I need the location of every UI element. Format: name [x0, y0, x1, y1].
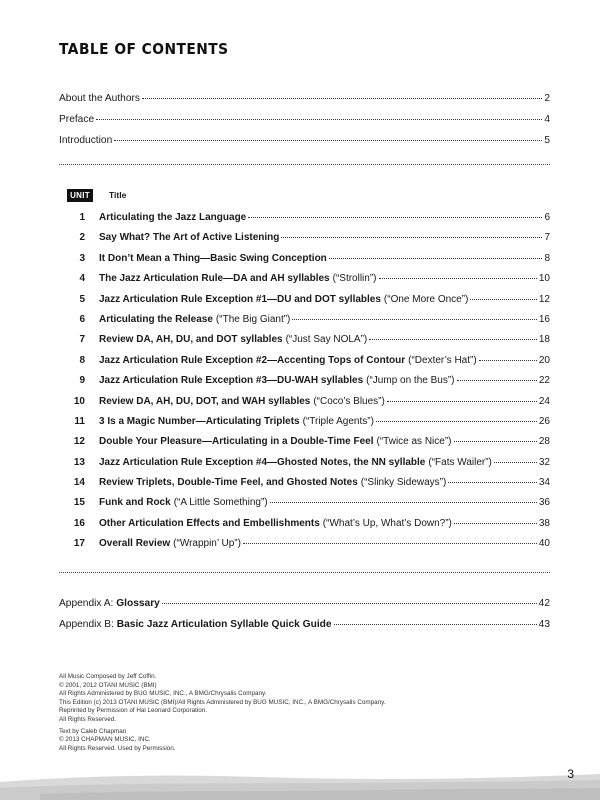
brush-stroke-decoration — [0, 768, 600, 800]
dot-leader — [454, 441, 537, 442]
text-credits — [59, 728, 479, 754]
unit-entry[interactable] — [59, 310, 550, 330]
front-matter-entry[interactable] — [59, 109, 550, 130]
appendix-prefix: Appendix B: — [59, 619, 117, 630]
entry-label: About the Authors — [59, 93, 140, 104]
unit-title: The Jazz Articulation Rule—DA and AH syllables — [99, 273, 330, 285]
unit-number: 7 — [79, 334, 85, 346]
appendix-title: Glossary — [116, 598, 160, 609]
unit-number: 17 — [73, 538, 85, 550]
section-divider — [59, 572, 550, 573]
dot-leader — [281, 237, 542, 238]
credit-line: © 2001, 2012 OTANI MUSIC (BMI) — [59, 681, 157, 689]
dot-leader — [479, 360, 537, 361]
unit-page: 38 — [538, 517, 550, 529]
unit-title: Jazz Articulation Rule Exception #1—DU and DOT syllables — [99, 293, 381, 305]
unit-number: 14 — [73, 477, 85, 489]
unit-entry[interactable] — [59, 432, 550, 452]
front-matter-list — [59, 88, 550, 151]
unit-title: Double Your Pleasure—Articulating in a Double-Time Feel — [99, 436, 374, 448]
dot-leader — [96, 119, 542, 120]
dot-leader — [454, 523, 537, 524]
dot-leader — [142, 98, 542, 99]
appendix-prefix: Appendix A: — [59, 598, 117, 609]
unit-number: 6 — [79, 313, 85, 325]
credit-line: All Rights Administered by BUG MUSIC, INC., A BMG/Chrysalis Company. — [59, 690, 267, 698]
unit-page: 28 — [538, 436, 550, 448]
unit-entry[interactable] — [59, 371, 550, 391]
unit-page: 10 — [538, 273, 550, 285]
dot-leader — [162, 603, 537, 604]
unit-number: 15 — [73, 497, 85, 509]
appendix-entry[interactable] — [59, 593, 550, 614]
unit-number: 1 — [79, 212, 85, 223]
unit-song: (“Fats Wailer”) — [428, 456, 492, 468]
entry-page: 2 — [544, 93, 550, 104]
entry-label: Introduction — [59, 135, 113, 146]
unit-title: Review DA, AH, DU, DOT, and WAH syllables — [99, 395, 311, 407]
unit-title: Review Triplets, Double-Time Feel, and Ghosted Notes — [99, 477, 358, 489]
dot-leader — [329, 258, 543, 259]
unit-number: 4 — [79, 273, 85, 285]
dot-leader — [334, 624, 537, 625]
music-credits — [59, 673, 479, 725]
unit-page: 16 — [538, 313, 550, 325]
credit-line: Text by Caleb Chapman — [59, 727, 127, 735]
unit-page: 22 — [538, 375, 550, 387]
dot-leader — [470, 299, 536, 300]
unit-song: (“Dexter’s Hat”) — [408, 354, 477, 366]
unit-page: 26 — [538, 415, 550, 427]
unit-song: (“Just Say NOLA”) — [285, 334, 368, 346]
unit-title: Jazz Articulation Rule Exception #2—Accenting Tops of Contour — [99, 354, 406, 366]
unit-entry[interactable] — [59, 493, 550, 513]
dot-leader — [379, 278, 537, 279]
unit-title: Articulating the Release — [99, 313, 213, 325]
unit-entry[interactable] — [59, 392, 550, 412]
unit-number: 10 — [73, 395, 85, 407]
page-number: 3 — [567, 767, 574, 781]
credit-line: Reprinted by Permission of Hal Leonard Corporation. — [59, 707, 208, 715]
unit-title: It Don’t Mean a Thing—Basic Swing Conception — [99, 252, 327, 264]
dot-leader — [494, 462, 537, 463]
unit-song: (“The Big Giant”) — [215, 313, 291, 325]
page-title: TABLE OF CONTENTS — [59, 40, 229, 58]
unit-title: Overall Review — [99, 538, 171, 550]
dot-leader — [457, 380, 537, 381]
section-divider — [59, 164, 550, 165]
unit-title: Funk and Rock — [99, 497, 171, 509]
unit-title: 3 Is a Magic Number—Articulating Triplets — [99, 415, 300, 427]
appendix-page: 42 — [538, 598, 550, 609]
unit-song: (“Jump on the Bus”) — [366, 375, 455, 387]
front-matter-entry[interactable] — [59, 130, 550, 151]
unit-entry[interactable] — [59, 269, 550, 289]
unit-title: Jazz Articulation Rule Exception #3—DU-WAH syllables — [99, 375, 364, 387]
unit-number: 8 — [79, 354, 85, 366]
unit-page: 18 — [538, 334, 550, 346]
unit-song: (“Wrappin’ Up”) — [173, 538, 241, 550]
unit-title: Say What? The Art of Active Listening — [99, 232, 280, 244]
credit-line: This Edition (c) 2013 OTANI MUSIC (BMI)/All Rights Administered by BUG MUSIC, INC., A BMG/Chrysalis Company. — [59, 698, 386, 706]
unit-page: 12 — [538, 293, 550, 305]
entry-label: Preface — [59, 114, 95, 125]
unit-number: 13 — [73, 456, 85, 468]
unit-title: Other Articulation Effects and Embellishments — [99, 517, 320, 529]
dot-leader — [448, 482, 537, 483]
credit-line: © 2013 CHAPMAN MUSIC, INC. — [59, 736, 151, 744]
unit-entry[interactable] — [59, 208, 550, 228]
unit-title: Articulating the Jazz Language — [99, 212, 247, 223]
credit-line: All Rights Reserved. — [59, 715, 117, 723]
dot-leader — [270, 502, 537, 503]
unit-page: 40 — [538, 538, 550, 550]
unit-entry[interactable] — [59, 330, 550, 350]
unit-entry[interactable] — [59, 534, 550, 554]
front-matter-entry[interactable] — [59, 88, 550, 109]
unit-title: Review DA, AH, DU, and DOT syllables — [99, 334, 283, 346]
unit-song: (“One More Once”) — [383, 293, 469, 305]
unit-rows — [59, 208, 550, 555]
dot-leader — [376, 421, 537, 422]
units-header — [59, 186, 550, 204]
unit-title: Jazz Articulation Rule Exception #4—Ghosted Notes, the NN syllable — [99, 456, 426, 468]
unit-song: (“What’s Up, What’s Down?”) — [322, 517, 452, 529]
dot-leader — [292, 319, 536, 320]
dot-leader — [369, 339, 537, 340]
unit-number: 12 — [73, 436, 85, 448]
appendix-page: 43 — [538, 619, 550, 630]
unit-number: 11 — [74, 415, 85, 427]
unit-page: 20 — [538, 354, 550, 366]
unit-page: 32 — [538, 456, 550, 468]
dot-leader — [248, 217, 542, 218]
appendix-entry[interactable] — [59, 614, 550, 635]
unit-song: (“Twice as Nice”) — [376, 436, 452, 448]
credit-line: All Rights Reserved. Used by Permission. — [59, 744, 176, 752]
copyright-credits — [59, 673, 479, 753]
unit-entry[interactable] — [59, 514, 550, 534]
unit-entry[interactable] — [59, 228, 550, 248]
unit-entry[interactable] — [59, 473, 550, 493]
unit-page: 36 — [538, 497, 550, 509]
dot-leader — [114, 140, 542, 141]
unit-song: (“Coco’s Blues”) — [313, 395, 385, 407]
dot-leader — [387, 401, 537, 402]
unit-page: 6 — [544, 212, 550, 223]
unit-number: 9 — [79, 375, 85, 387]
dot-leader — [243, 543, 537, 544]
unit-song: (“Triple Agents”) — [302, 415, 374, 427]
unit-entry[interactable] — [59, 412, 550, 432]
appendix-list — [59, 593, 550, 635]
unit-entry[interactable] — [59, 453, 550, 473]
unit-number: 3 — [79, 252, 85, 264]
unit-page: 8 — [544, 252, 550, 264]
units-list — [59, 186, 550, 555]
unit-page: 7 — [544, 232, 550, 244]
unit-column-badge: UNIT — [67, 189, 93, 202]
credit-line: All Music Composed by Jeff Coffin. — [59, 673, 157, 680]
entry-page: 5 — [544, 135, 550, 146]
unit-number: 5 — [79, 293, 85, 305]
unit-song: (“A Little Something”) — [173, 497, 268, 509]
unit-page: 24 — [538, 395, 550, 407]
unit-number: 2 — [79, 232, 85, 244]
unit-number: 16 — [73, 517, 85, 529]
unit-song: (“Slinky Sideways”) — [360, 477, 447, 489]
unit-page: 34 — [538, 477, 550, 489]
unit-song: (“Strollin”) — [332, 273, 377, 285]
unit-entry[interactable] — [59, 290, 550, 310]
unit-entry[interactable] — [59, 249, 550, 269]
unit-entry[interactable] — [59, 351, 550, 371]
title-column-header: Title — [109, 190, 127, 200]
entry-page: 4 — [544, 114, 550, 125]
appendix-title: Basic Jazz Articulation Syllable Quick Guide — [116, 619, 332, 630]
